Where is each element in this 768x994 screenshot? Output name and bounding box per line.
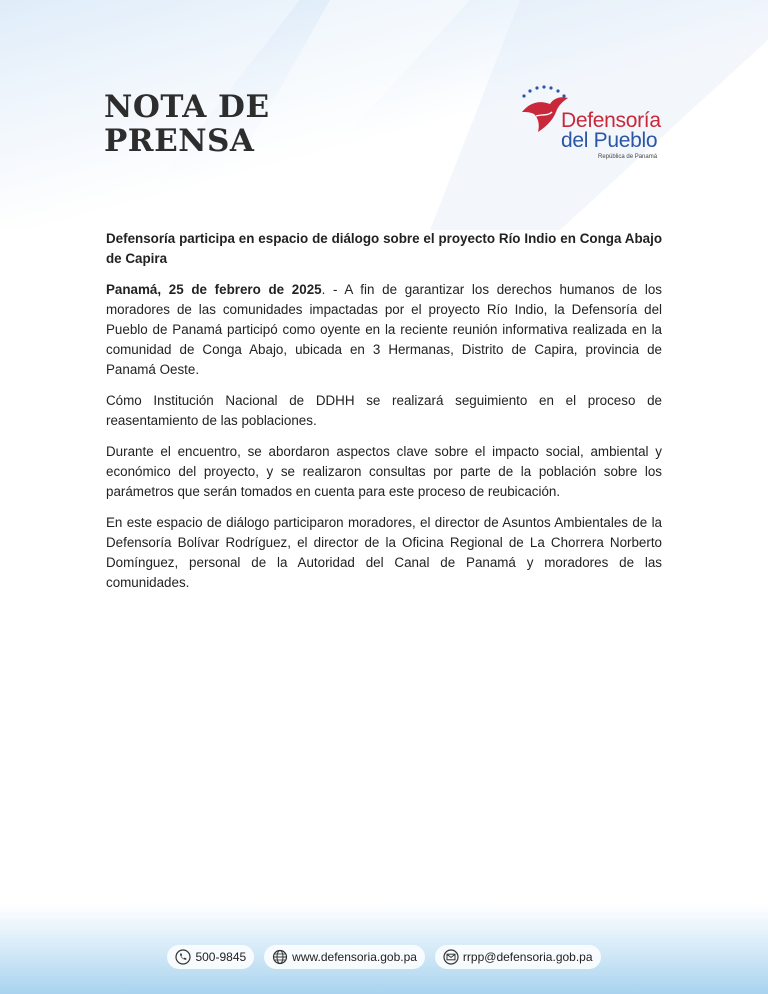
email-link[interactable] <box>435 945 601 969</box>
email-icon <box>443 949 459 965</box>
globe-icon <box>272 949 288 965</box>
phone-contact[interactable] <box>167 945 254 969</box>
article-dateline: Panamá, 25 de febrero de 2025 <box>106 282 322 297</box>
title-line-2: PRENSA <box>104 123 255 159</box>
article-paragraph-4: En este espacio de diálogo participaron moradores, el director de Asuntos Ambientales de la Defensoría Bolívar Rodríguez, el director de la Oficina Regional de La Chorrera Norberto Domínguez, personal de la Autoridad del Canal de Panamá y moradores de las comunidades. <box>106 515 662 590</box>
title-line-1: NOTA DE <box>104 89 270 125</box>
website-url: www.defensoria.gob.pa <box>292 950 417 964</box>
article-paragraph-3: Durante el encuentro, se abordaron aspectos clave sobre el impacto social, ambiental y económico del proyecto, y se realizaron consultas por parte de la población sobre los parámetros que serán tomados en cuenta para este proceso de reubicación. <box>106 444 662 499</box>
logo-subtitle: República de Panamá <box>598 154 658 160</box>
phone-number: 500-9845 <box>195 950 247 964</box>
article-paragraph-2: Cómo Institución Nacional de DDHH se realizará seguimiento en el proceso de reasentamiento de las poblaciones. <box>106 393 662 428</box>
article-paragraph-1-text: . - A fin de garantizar los derechos humanos de los moradores de las comunidades impactadas por el proyecto Río Indio, la Defensoría del Pueblo de Panamá participó como oyente en la reciente reunión informativa realizada en la comunidad de Conga Abajo, ubicada en 3 Hermanas, Distrito de Capira, provincia de Panamá Oeste. <box>106 282 662 377</box>
logo-text-del-pueblo: del Pueblo <box>561 129 658 152</box>
phone-icon <box>175 949 191 965</box>
article-body <box>106 229 662 604</box>
article-paragraph-1 <box>106 280 662 380</box>
defensoria-logo <box>516 82 666 172</box>
logo-text-defensoria: Defensoría <box>561 109 661 132</box>
website-link[interactable] <box>264 945 425 969</box>
contact-footer <box>0 945 768 973</box>
email-address: rrpp@defensoria.gob.pa <box>462 950 593 964</box>
page-title <box>104 90 270 158</box>
article-headline: Defensoría participa en espacio de diálogo sobre el proyecto Río Indio en Conga Abajo de Capira <box>106 231 662 266</box>
